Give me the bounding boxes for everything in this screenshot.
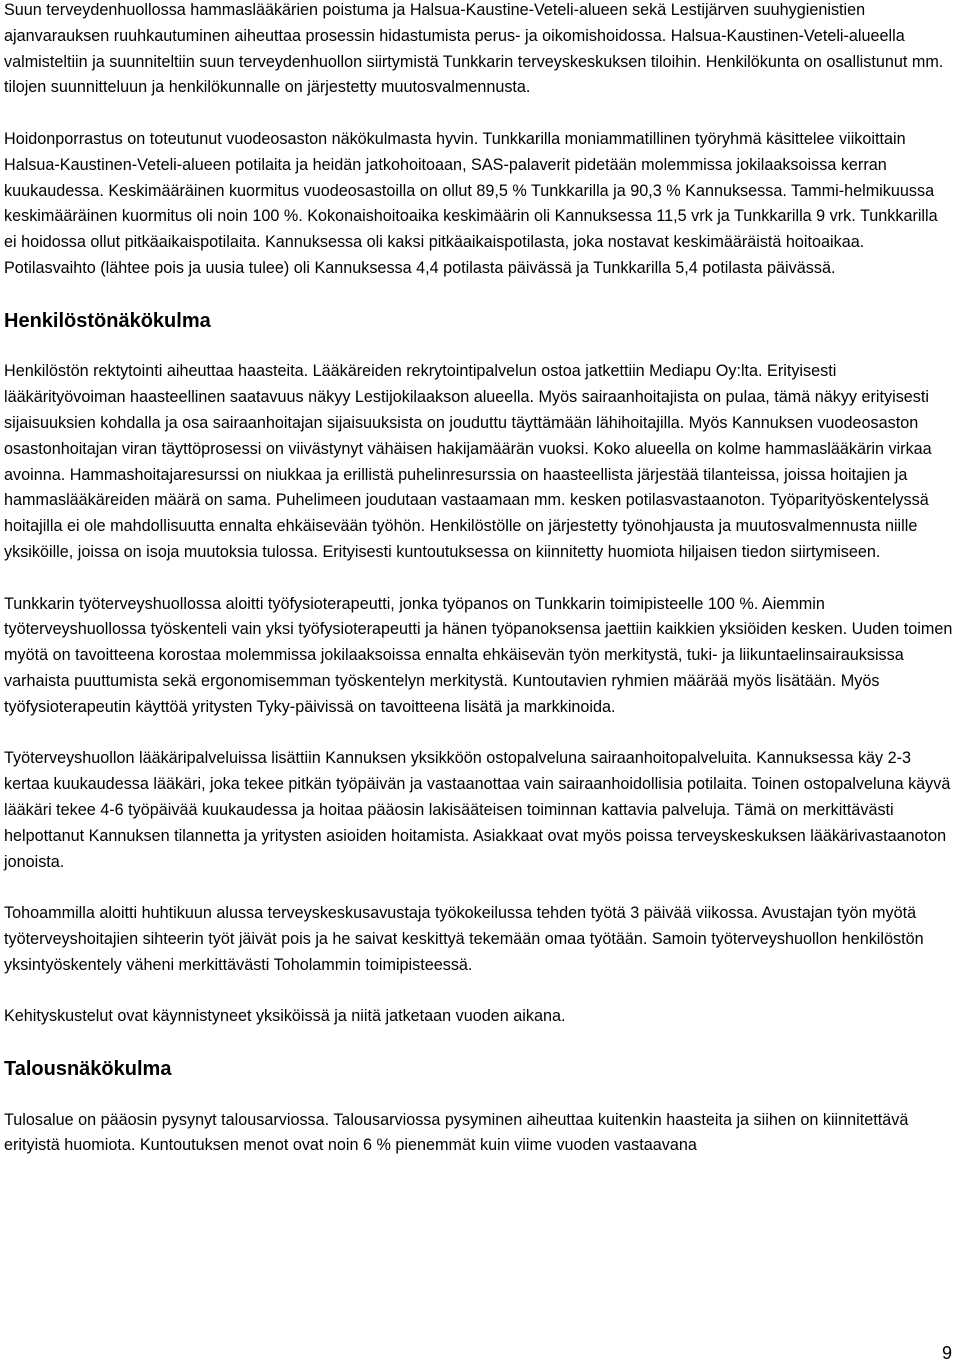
paragraph-recruitment: Henkilöstön rektytointi aiheuttaa haasteita. Lääkäreiden rekrytointipalvelun ostoa jatkettiin Mediapu Oy:lta. Erityisesti lääkärityövoiman haasteellinen saatavuus näkyy Lestijokilaakson alueella. Myös sairaanhoitajista on pulaa, tämä näkyy erityisesti sijaisuuksien kohdalla ja osa sairaanhoitajan sijaisuuksista on jouduttu täyttämään lähihoitajilla. Myös Kannuksen vuodeosaston osastonhoitajan viran täyttöprosessi on viivästynyt vähäisen hakijamäärän vuoksi. Koko alueella on kolme hammaslääkärin virkaa avoinna. Hammashoitajaresurssi on niukkaa ja erillistä puhelinresurssia on haasteellista järjestää tilanteissa, joissa hoitajien ja hammaslääkäreiden määrä on sama. Puhelimeen joudutaan vastaamaan mm. kesken potilasvastaanoton. Työparityöskentelyssä hoitajilla ei ole mahdollisuutta ennalta ehkäisevään työhön. Henkilöstölle on järjestetty työnohjausta ja muutosvalmennusta niille yksiköille, joissa on isoja muutoksia tulossa. Erityisesti kuntoutuksessa on kiinnitetty huomiota hiljaisen tiedon siirtymiseen. xyxy=(4,362,932,561)
paragraph-development-discussions: Kehityskustelut ovat käynnistyneet yksiköissä ja niitä jatketaan vuoden aikana. xyxy=(4,1007,566,1026)
page-number: 9 xyxy=(941,1343,952,1363)
section-heading-personnel: Henkilöstönäkökulma xyxy=(4,309,211,332)
paragraph-spacer xyxy=(4,282,954,308)
paragraph-dental-care: Suun terveydenhuollossa hammaslääkärien poistuma ja Halsua-Kaustine-Veteli-alueen sekä Lestijärven suuhygienistien ajanvarauksen ruuhkautuminen aiheuttaa prosessin hidastumista perus- ja oikomishoidossa. Halsua-Kaustinen-Veteli-alueella valmisteltiin ja suunniteltiin suun terveydenhuollon siirtymistä Tunkkarin terveyskeskuksen tiloihin. Henkilökunta on osallistunut mm. tilojen suunnitteluun ja henkilökunnalle on järjestetty muutosvalmennusta. xyxy=(4,1,944,97)
document-page xyxy=(4,0,954,1159)
paragraph-spacer xyxy=(4,1082,954,1108)
paragraph-spacer xyxy=(4,566,954,592)
paragraph-care-levels: Hoidonporrastus on toteutunut vuodeosaston näkökulmasta hyvin. Tunkkarilla moniammatillinen työryhmä käsittelee viikoittain Halsua-Kaustinen-Veteli-alueen potilaita ja heidän jatkohoitoaan, SAS-palaverit pidetään molemmissa jokilaaksoissa kerran kuukaudessa. Keskimääräinen kuormitus vuodeosastoilla on ollut 89,5 % Tunkkarilla ja 90,3 % Kannuksessa. Tammi-helmikuussa keskimääräinen kuormitus oli noin 100 %. Kokonaishoitoaika keskimäärin oli Kannuksessa 11,5 vrk ja Tunkkarilla 9 vrk. Tunkkarilla ei hoidossa ollut pitkäaikaispotilaita. Kannuksessa oli kaksi pitkäaikaispotilasta, joka nostavat keskimääräistä hoitoaikaa. Potilasvaihto (lähtee pois ja uusia tulee) oli Kannuksessa 4,4 potilasta päivässä ja Tunkkarilla 5,4 potilasta päivässä. xyxy=(4,129,938,277)
paragraph-spacer xyxy=(4,721,954,747)
paragraph-physiotherapist: Tunkkarin työterveyshuollossa aloitti työfysioterapeutti, jonka työpanos on Tunkkarin toimipisteelle 100 %. Aiemmin työterveyshuollossa työskenteli vain yksi työfysioterapeutti ja hänen työpanoksensa jaettiin kaikkien yksiöiden kesken. Uuden toimen myötä on tavoitteena korostaa molemmissa jokilaaksoissa ennalta ehkäisevän työn merkitystä, tuki- ja liikuntaelinsairauksissa varhaista puuttumista sekä ergonomisemman työskentelyn merkitystä. Kuntoutavien ryhmien määrää myös lisätään. Myös työfysioterapeutin käyttöä yritysten Tyky-päivissä on tavoitteena lisätä ja markkinoida. xyxy=(4,594,953,716)
paragraph-spacer xyxy=(4,875,954,901)
paragraph-spacer xyxy=(4,101,954,127)
paragraph-occupational-doctors: Työterveyshuollon lääkäripalveluissa lisättiin Kannuksen yksikköön ostopalveluna sairaanhoitopalveluita. Kannuksessa käy 2-3 kertaa kuukaudessa lääkäri, joka tekee pitkän työpäivän ja vastaanottaa vain sairaanhoidollisia potilaita. Toinen ostopalveluna käyvä lääkäri tekee 4-6 työpäivää kuukaudessa ja hoitaa pääosin lakisääteisen toiminnan kattavia palveluja. Tämä on merkittävästi helpottanut Kannuksen tilannetta ja yritysten asioiden hoitamista. Asiakkaat ovat myös poissa terveyskeskuksen lääkärivastaanoton jonoista. xyxy=(4,749,951,871)
paragraph-spacer xyxy=(4,1030,954,1056)
section-heading-finance: Talousnäkökulma xyxy=(4,1057,172,1080)
paragraph-spacer xyxy=(4,334,954,360)
paragraph-budget: Tulosalue on pääosin pysynyt talousarviossa. Talousarviossa pysyminen aiheuttaa kuitenkin haasteita ja siihen on kiinnitettävä erityistä huomiota. Kuntoutuksen menot ovat noin 6 % pienemmät kuin viime vuoden vastaavana xyxy=(4,1110,909,1155)
paragraph-spacer xyxy=(4,978,954,1004)
paragraph-toholampi-assistant: Tohoammilla aloitti huhtikuun alussa terveyskeskusavustaja työkokeilussa tehden työtä 3 päivää viikossa. Avustajan työn myötä työterveyshoitajien sihteerin työt jäivät pois ja he saivat keskittyä tekemään omaa työtään. Samoin työterveyshuollon henkilöstön yksintyöskentely väheni merkittävästi Toholammin toimipisteessä. xyxy=(4,904,924,974)
